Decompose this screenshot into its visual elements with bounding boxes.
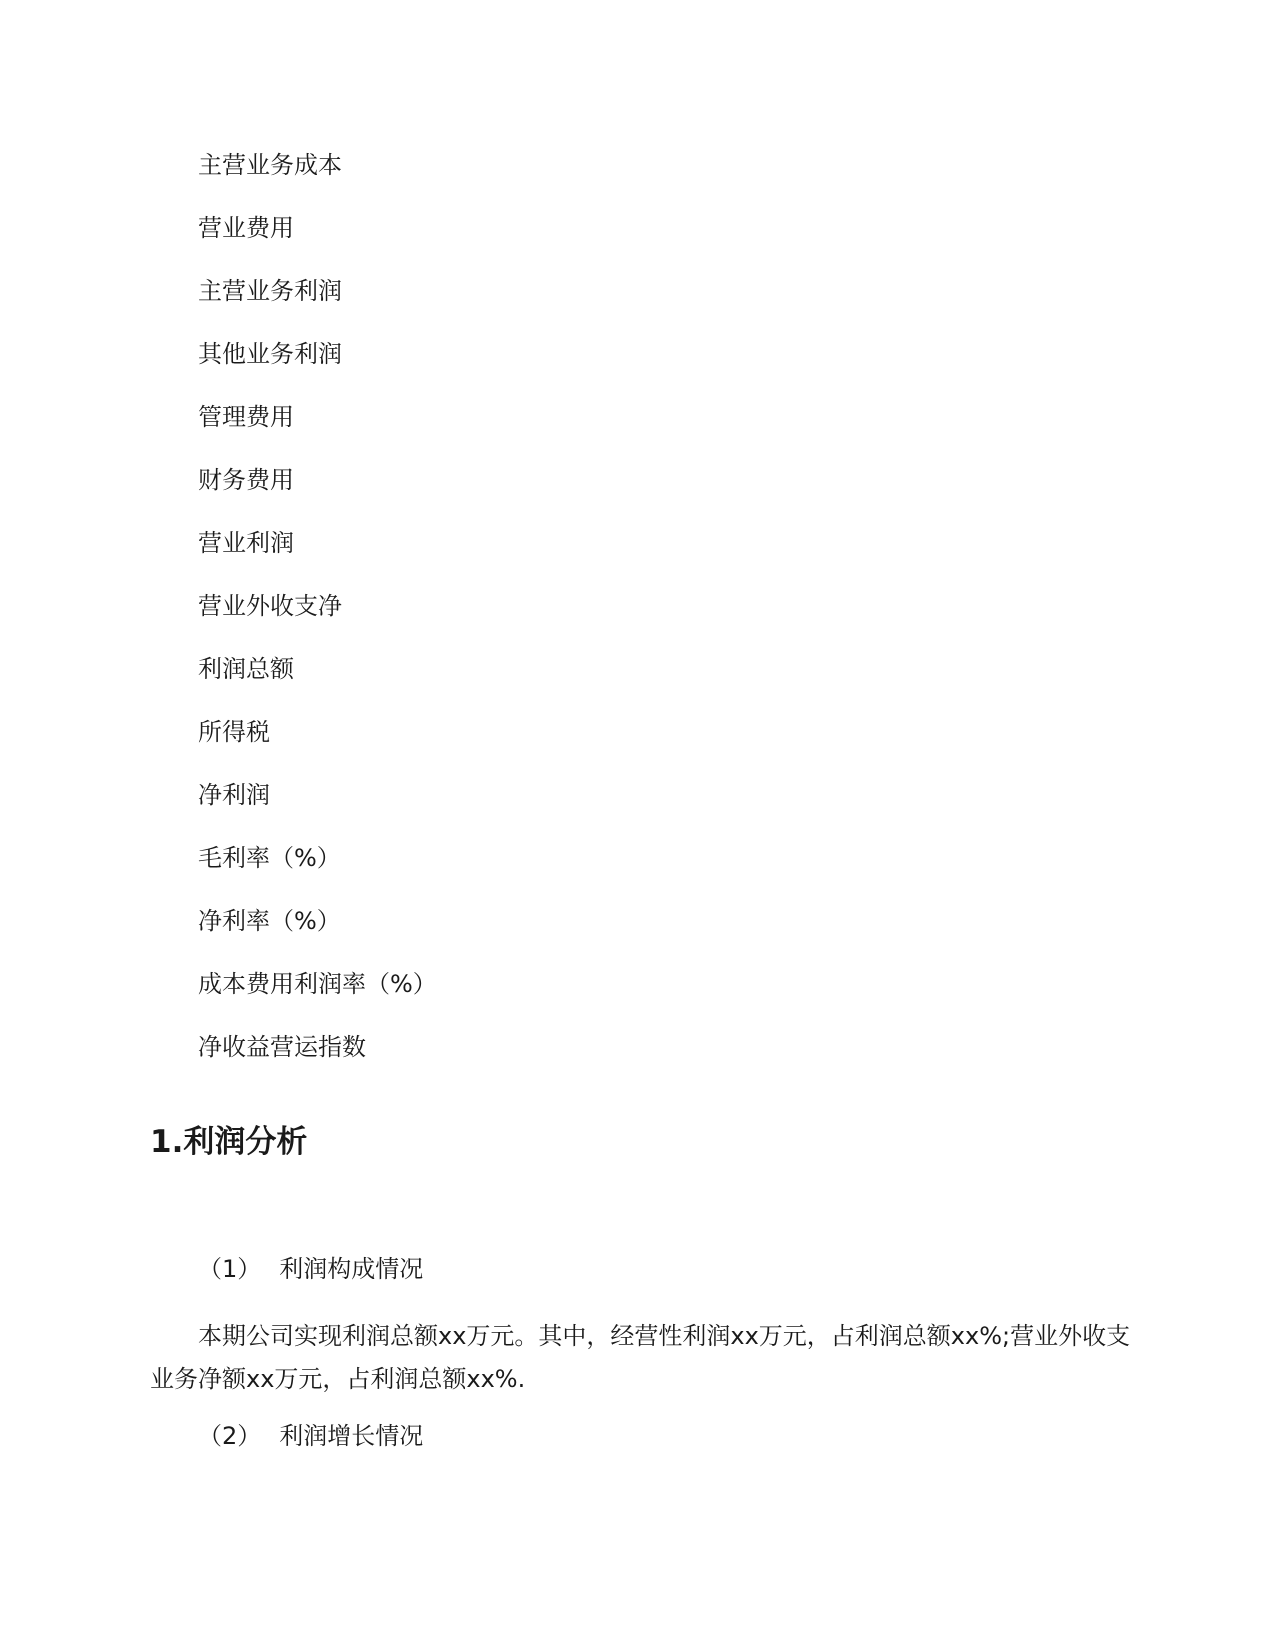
subsection-heading-profit-growth [198,1421,423,1451]
list-item: 管理费用 [198,403,294,431]
section-heading: 1.利润分析 [150,1124,308,1160]
subsection-title: 利润构成情况 [279,1255,424,1283]
subsection-heading-profit-composition [198,1254,423,1284]
list-item: 净收益营运指数 [198,1033,366,1061]
list-item: 毛利率（%） [198,844,341,872]
subsection-title: 利润增长情况 [279,1422,424,1450]
list-item: 成本费用利润率（%） [198,970,437,998]
list-item: 主营业务利润 [198,277,342,305]
list-item: 财务费用 [198,466,294,494]
subsection-number: （1） [198,1255,262,1283]
list-item: 所得税 [198,718,270,746]
subsection-number: （2） [198,1422,262,1450]
list-item: 其他业务利润 [198,340,342,368]
list-item: 净利率（%） [198,907,341,935]
list-item: 营业外收支净 [198,592,342,620]
list-item: 利润总额 [198,655,294,683]
list-item: 净利润 [198,781,270,809]
financial-items-list [198,150,437,1095]
list-item: 营业费用 [198,214,294,242]
profit-composition-paragraph: 本期公司实现利润总额xx万元。其中，经营性利润xx万元，占利润总额xx%;营业外收支业务净额xx万元，占利润总额xx%. [150,1322,1131,1393]
list-item: 主营业务成本 [198,151,342,179]
list-item: 营业利润 [198,529,294,557]
